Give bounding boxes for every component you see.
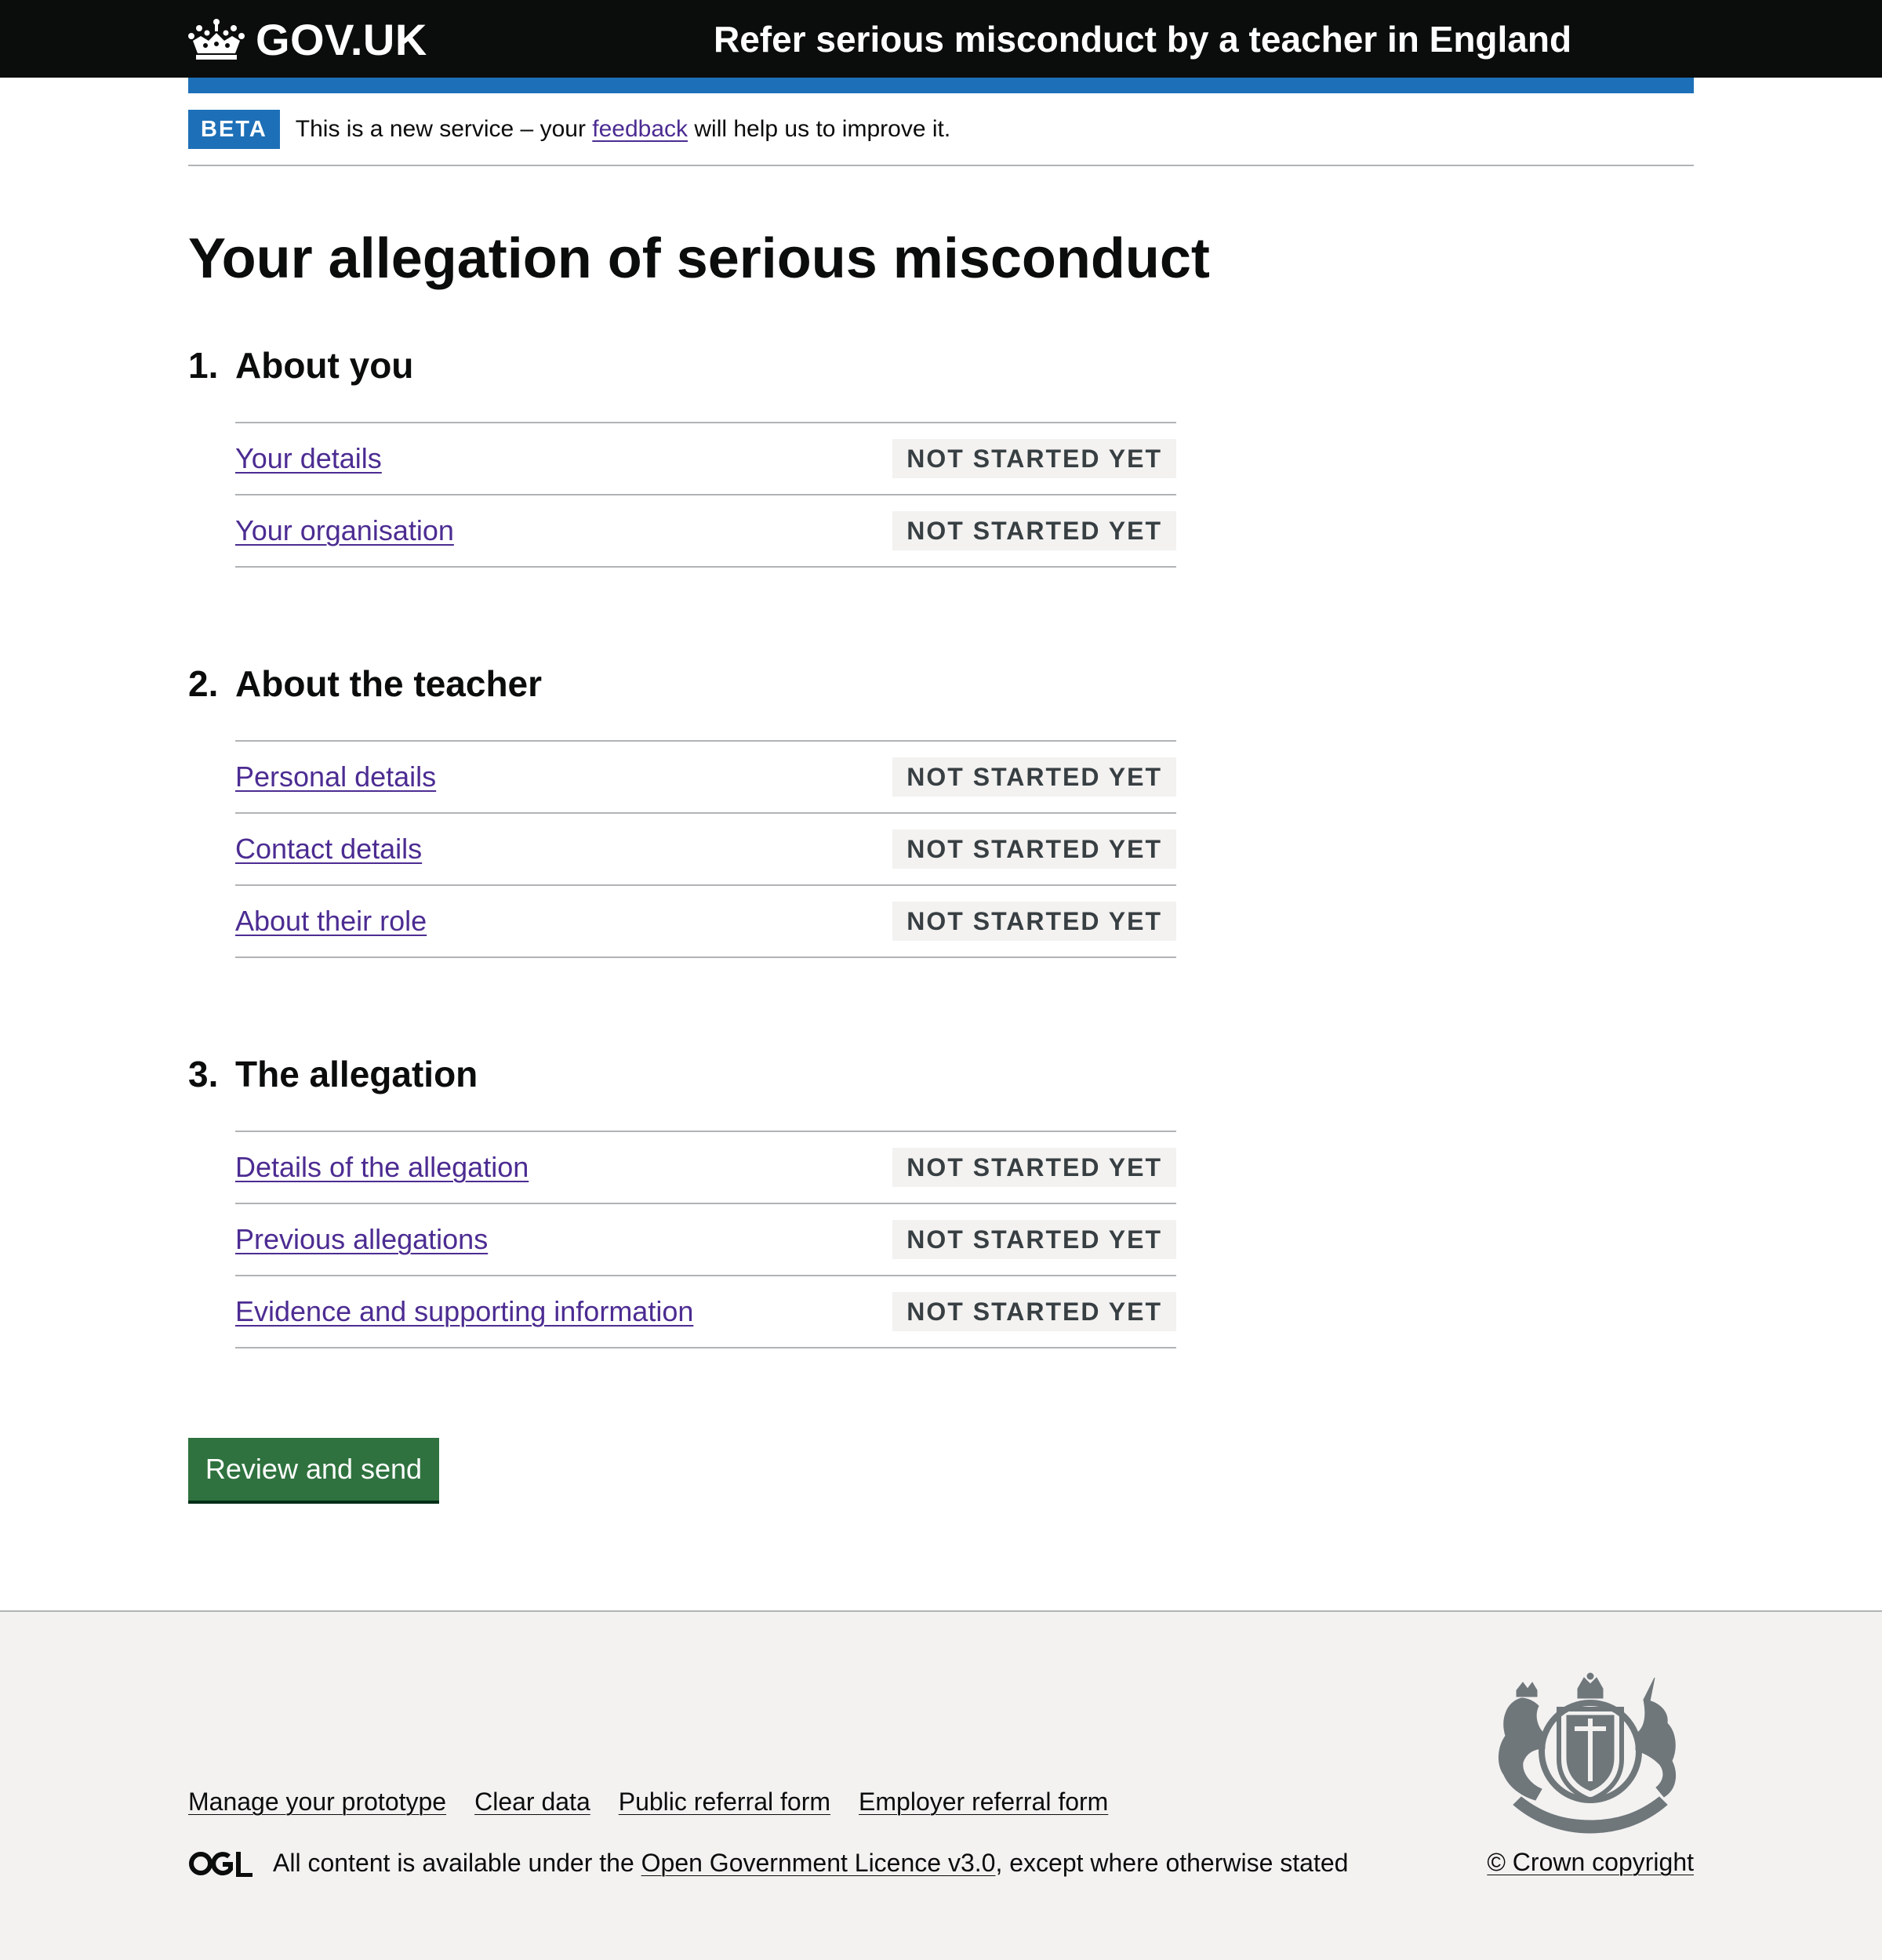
section-about-the-teacher (188, 660, 1176, 958)
section-title: About you (235, 345, 414, 386)
task-list (235, 422, 1176, 568)
footer-link-clear-data[interactable]: Clear data (474, 1788, 590, 1816)
header-accent-bar (188, 78, 1694, 93)
logo-text: GOV.UK (256, 14, 427, 64)
footer-links (188, 1788, 1136, 1817)
status-tag: NOT STARTED YET (892, 439, 1176, 478)
licence-text-before: All content is available under the (273, 1849, 641, 1877)
task-link-about-their-role[interactable]: About their role (235, 905, 427, 937)
task-item (235, 814, 1176, 886)
footer-link-employer-referral-form[interactable]: Employer referral form (859, 1788, 1109, 1816)
status-tag: NOT STARTED YET (892, 1292, 1176, 1331)
footer-link-item (619, 1788, 830, 1817)
crown-copyright-link[interactable]: © Crown copyright (1487, 1848, 1694, 1876)
status-tag: NOT STARTED YET (892, 902, 1176, 941)
task-list (235, 1131, 1176, 1348)
section-heading (188, 660, 1176, 707)
beta-tag: BETA (188, 110, 280, 149)
task-item (235, 1132, 1176, 1204)
task-item (235, 495, 1176, 568)
status-tag: NOT STARTED YET (892, 757, 1176, 797)
status-tag: NOT STARTED YET (892, 1220, 1176, 1259)
open-government-licence-link[interactable]: Open Government Licence v3.0 (641, 1849, 996, 1877)
task-link-previous-allegations[interactable]: Previous allegations (235, 1223, 489, 1255)
ogl-logo-icon (188, 1850, 254, 1877)
phase-banner (188, 110, 1694, 166)
status-tag: NOT STARTED YET (892, 511, 1176, 550)
section-heading (188, 1051, 1176, 1098)
feedback-link[interactable]: feedback (592, 116, 688, 142)
footer-link-manage-prototype[interactable]: Manage your prototype (188, 1788, 447, 1816)
section-number: 1. (188, 345, 219, 386)
footer-link-item (859, 1788, 1108, 1817)
section-heading (188, 342, 1176, 389)
task-item (235, 423, 1176, 495)
section-number: 2. (188, 663, 219, 704)
govuk-logo-link[interactable] (188, 14, 427, 64)
status-tag: NOT STARTED YET (892, 1148, 1176, 1187)
phase-text-after: will help us to improve it. (688, 116, 951, 142)
task-item (235, 742, 1176, 814)
licence-text-after: , except where otherwise stated (995, 1849, 1349, 1877)
section-the-allegation (188, 1051, 1176, 1348)
task-list (235, 740, 1176, 958)
crown-icon (188, 17, 245, 61)
section-number: 3. (188, 1054, 219, 1094)
task-link-details-of-the-allegation[interactable]: Details of the allegation (235, 1151, 529, 1183)
site-header (0, 0, 1882, 78)
review-and-send-button[interactable]: Review and send (188, 1438, 439, 1501)
section-title: About the teacher (235, 663, 543, 704)
task-link-your-organisation[interactable]: Your organisation (235, 514, 454, 546)
task-link-your-details[interactable]: Your details (235, 442, 382, 474)
section-title: The allegation (235, 1054, 478, 1094)
task-link-evidence-and-supporting-information[interactable]: Evidence and supporting information (235, 1295, 694, 1327)
site-footer (0, 1610, 1882, 1960)
service-name-link[interactable]: Refer serious misconduct by a teacher in England (714, 19, 1572, 60)
page-title: Your allegation of serious misconduct (188, 227, 1210, 290)
task-item (235, 1276, 1176, 1348)
licence (188, 1849, 1348, 1878)
phase-text-before: This is a new service – your (295, 116, 593, 142)
footer-link-item (188, 1788, 446, 1817)
task-item (235, 886, 1176, 958)
footer-link-public-referral-form[interactable]: Public referral form (618, 1788, 831, 1816)
task-item (235, 1204, 1176, 1276)
royal-coat-of-arms-icon (1490, 1671, 1691, 1836)
licence-text (273, 1849, 1348, 1878)
section-about-you (188, 342, 1176, 568)
status-tag: NOT STARTED YET (892, 829, 1176, 869)
task-link-contact-details[interactable]: Contact details (235, 833, 423, 865)
phase-banner-text (296, 110, 950, 149)
footer-link-item (474, 1788, 590, 1817)
task-link-personal-details[interactable]: Personal details (235, 760, 437, 793)
